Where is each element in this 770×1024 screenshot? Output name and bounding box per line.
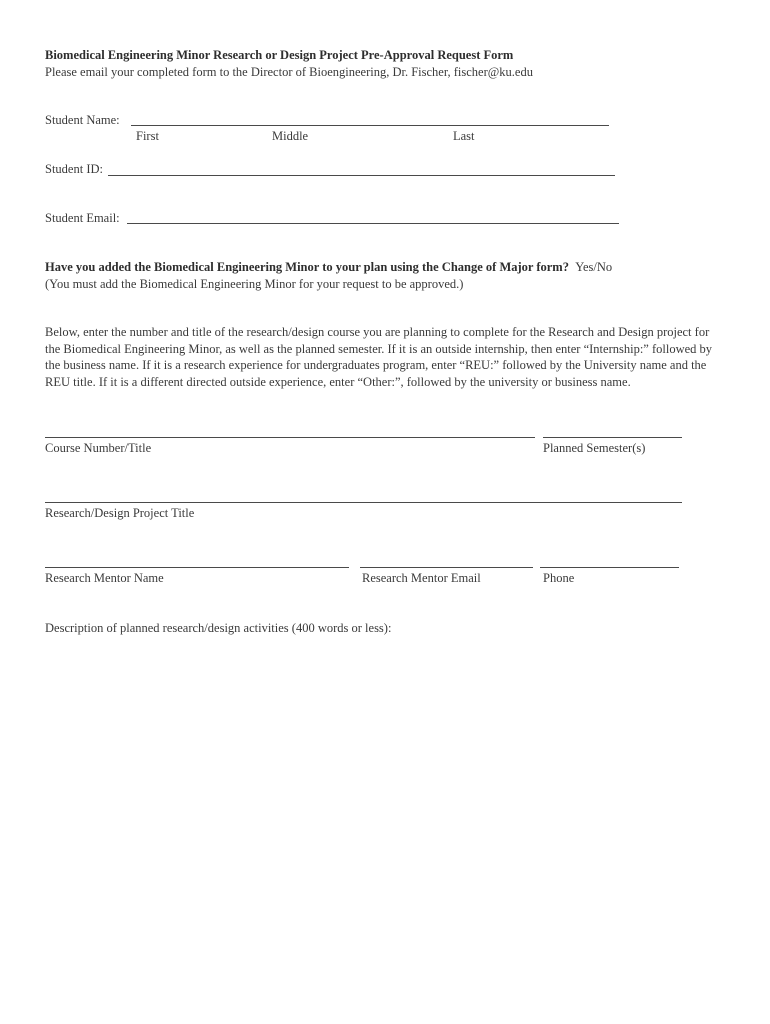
student-email-label: Student Email: — [45, 211, 120, 225]
course-number-title-field[interactable] — [45, 437, 535, 438]
mentor-name-field[interactable] — [45, 567, 349, 568]
instructions-paragraph: Below, enter the number and title of the research/design course you are planning to complete for the Research and Design project for the Biomedical Engineering Minor, as well as the planned semester. If it is an outside internship, then enter “Internship:” followed by the business name. If it is a research experience for undergraduates program, enter “REU:” followed by the University name and the REU title. If it is a different directed outside experience, enter “Other:”, followed by the university or business name. — [45, 325, 713, 389]
first-name-label: First — [136, 129, 159, 143]
mentor-email-label: Research Mentor Email — [362, 571, 481, 585]
planned-semester-label: Planned Semester(s) — [543, 441, 646, 455]
middle-name-label: Middle — [272, 129, 309, 143]
description-label: Description of planned research/design activities (400 words or less): — [45, 621, 392, 635]
student-email-field[interactable] — [127, 223, 619, 224]
minor-question — [45, 259, 612, 275]
student-name-field[interactable] — [131, 125, 609, 126]
form-subtitle: Please email your completed form to the Director of Bioengineering, Dr. Fischer, fischer@ku.edu — [45, 65, 533, 79]
planned-semester-field[interactable] — [543, 437, 682, 438]
form-title: Biomedical Engineering Minor Research or Design Project Pre-Approval Request Form — [45, 48, 514, 62]
mentor-email-field[interactable] — [360, 567, 533, 568]
student-id-field[interactable] — [108, 175, 615, 176]
project-title-label: Research/Design Project Title — [45, 506, 195, 520]
course-number-title-label: Course Number/Title — [45, 441, 152, 455]
phone-label: Phone — [543, 571, 575, 585]
minor-question-text: Have you added the Biomedical Engineering Minor to your plan using the Change of Major form? — [45, 260, 569, 274]
project-title-field[interactable] — [45, 502, 682, 503]
yes-no-options[interactable]: Yes/No — [575, 260, 613, 274]
mentor-phone-field[interactable] — [540, 567, 679, 568]
student-name-label: Student Name: — [45, 113, 120, 127]
last-name-label: Last — [453, 129, 475, 143]
minor-note: (You must add the Biomedical Engineering Minor for your request to be approved.) — [45, 277, 464, 291]
student-id-label: Student ID: — [45, 162, 103, 176]
mentor-name-label: Research Mentor Name — [45, 571, 164, 585]
